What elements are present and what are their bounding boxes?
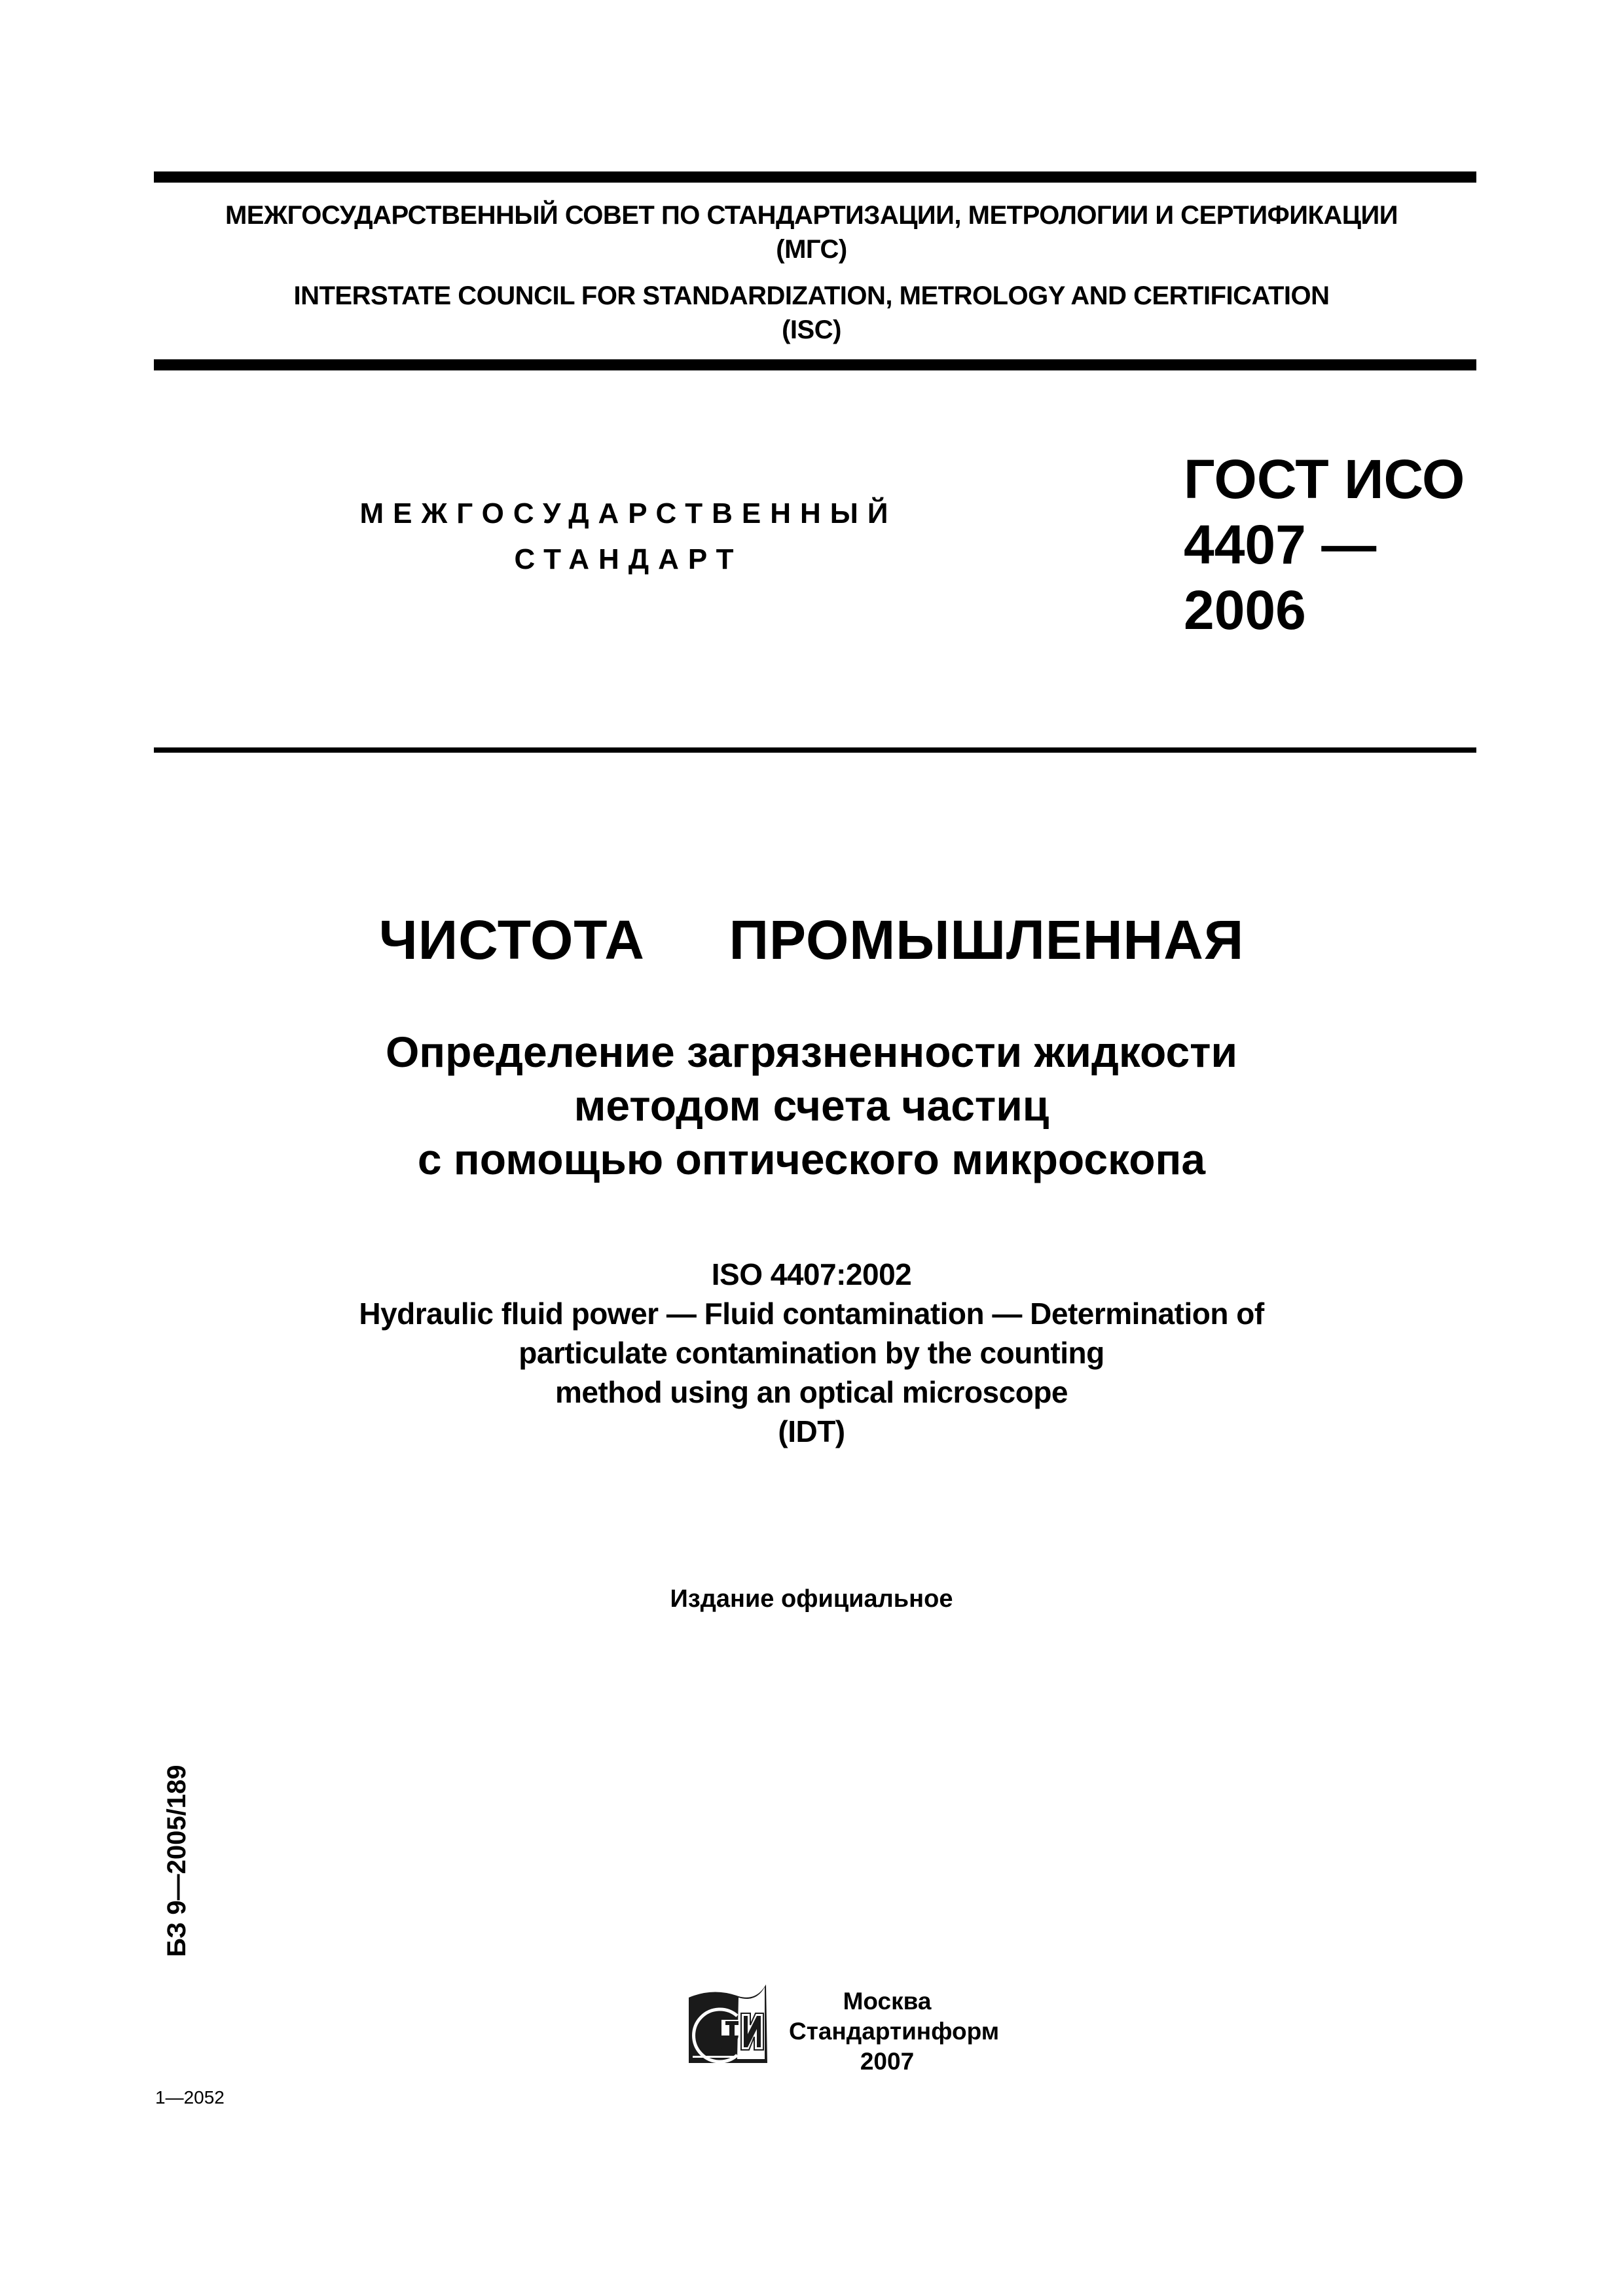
iso-degree: (IDT) [778,1414,845,1448]
designation-line3: 2006 [1184,579,1306,641]
subtitle-line: Определение загрязненности жидкости [385,1028,1238,1076]
designation-line1: ГОСТ ИСО [1184,448,1465,510]
standartinform-logo-icon [687,1982,773,2067]
publisher-city: Москва [843,1988,932,2015]
designation-bottom-rule [154,747,1476,753]
standard-designation [1184,446,1465,643]
top-rule [154,171,1476,183]
iso-number: ISO 4407:2002 [711,1257,912,1291]
main-title: ЧИСТОТА ПРОМЫШЛЕННАЯ [378,909,1245,971]
publisher-info [789,1986,1000,2077]
print-order-number: 1—2052 [155,2087,225,2108]
standard-kind-line1: МЕЖГОСУДАРСТВЕННЫЙ [359,497,898,529]
publisher-name: Стандартинформ [789,2018,1000,2045]
subtitle [0,1025,1623,1186]
standard-kind-line2: СТАНДАРТ [514,543,743,575]
iso-title-line: method using an optical microscope [555,1375,1068,1409]
designation-line2: 4407 — [1184,514,1377,575]
iso-reference [0,1255,1623,1451]
edition-label: Издание официальное [670,1585,953,1613]
side-code: БЗ 9—2005/189 [162,1765,191,1957]
council-abbr-ru: (МГС) [776,235,847,264]
publisher-year: 2007 [860,2048,915,2075]
subtitle-line: методом счета частиц [574,1081,1049,1130]
subtitle-line: с помощью оптического микроскопа [417,1135,1206,1183]
iso-title-line: particulate contamination by the counting [519,1336,1104,1370]
council-abbr-en: (ISC) [782,315,841,344]
council-name-en: INTERSTATE COUNCIL FOR STANDARDIZATION, METROLOGY AND CERTIFICATION [293,281,1330,310]
iso-title-line: Hydraulic fluid power — Fluid contamination — Determination of [359,1297,1264,1331]
council-name-ru: МЕЖГОСУДАРСТВЕННЫЙ СОВЕТ ПО СТАНДАРТИЗАЦИИ, МЕТРОЛОГИИ И СЕРТИФИКАЦИИ [225,201,1398,230]
header-bottom-rule [154,359,1476,370]
standard-kind [327,491,930,583]
